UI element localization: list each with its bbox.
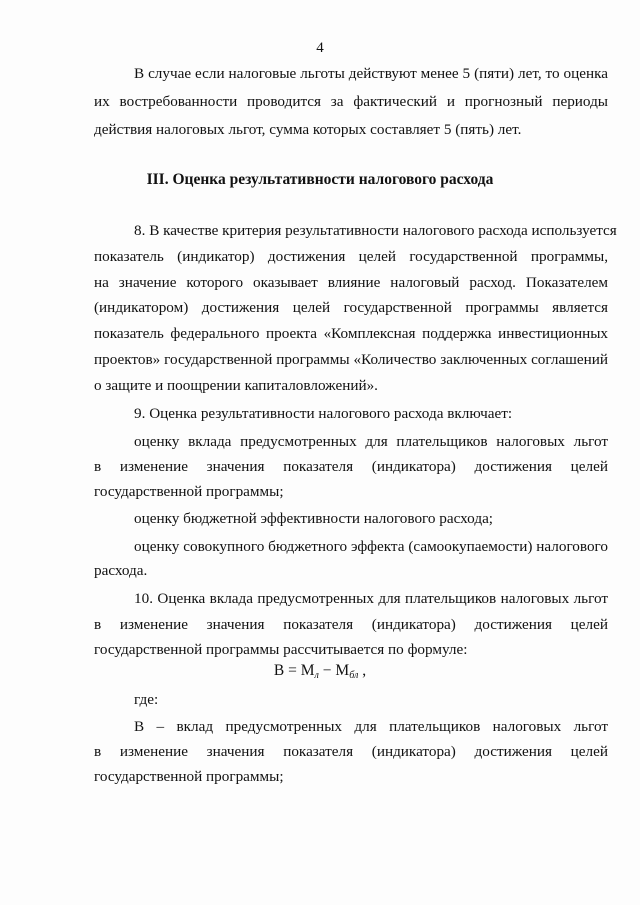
p9-item3-line-1: оценку совокупного бюджетного эффекта (самоокупаемости) налогового xyxy=(134,538,608,555)
p9-item1-line-1: оценку вклада предусмотренных для плательщиков налоговых льгот xyxy=(134,433,608,450)
definition-line-3: государственной программы; xyxy=(94,768,284,785)
page-number: 4 xyxy=(316,40,324,56)
formula-tail: , xyxy=(358,662,367,679)
definition-line-1: В – вклад предусмотренных для плательщиков налоговых льгот xyxy=(134,718,608,735)
definition-line-2: в изменение значения показателя (индикатора) достижения целей xyxy=(94,743,608,760)
where-label: где: xyxy=(134,691,159,708)
p8-line-2: показатель (индикатор) достижения целей государственной программы, xyxy=(94,248,608,265)
p8-line-4: (индикатором) достижения целей государственной программы является xyxy=(94,299,608,316)
formula-mid: − М xyxy=(318,662,350,679)
p8-line-6: проектов» государственной программы «Количество заключенных соглашений xyxy=(94,351,608,368)
p9-line-1: 9. Оценка результативности налогового расхода включает: xyxy=(134,405,513,422)
p10-line-1: 10. Оценка вклада предусмотренных для плательщиков налоговых льгот xyxy=(134,590,608,607)
p9-item3-line-2: расхода. xyxy=(94,562,148,579)
formula-lhs: В = М xyxy=(273,662,315,679)
intro-line-2: их востребованности проводится за фактический и прогнозный периоды xyxy=(94,93,608,110)
p8-line-7: о защите и поощрении капиталовложений». xyxy=(94,377,378,394)
formula-sub-bl: бл xyxy=(349,670,359,681)
p10-line-3: государственной программы рассчитывается по формуле: xyxy=(94,641,468,658)
section-heading: III. Оценка результативности налогового расхода xyxy=(146,171,494,188)
p10-line-2: в изменение значения показателя (индикатора) достижения целей xyxy=(94,616,608,633)
p9-item1-line-3: государственной программы; xyxy=(94,483,284,500)
p9-item1-line-2: в изменение значения показателя (индикатора) достижения целей xyxy=(94,458,608,475)
formula xyxy=(0,662,640,681)
p8-line-5: показатель федерального проекта «Комплексная поддержка инвестиционных xyxy=(94,325,608,342)
p9-item2-line-1: оценку бюджетной эффективности налогового расхода; xyxy=(134,510,494,527)
intro-line-3: действия налоговых льгот, сумма которых составляет 5 (пять) лет. xyxy=(94,121,522,138)
p8-line-1: 8. В качестве критерия результативности налогового расхода используется xyxy=(134,222,617,239)
formula-sub-l: л xyxy=(314,670,319,681)
p8-line-3: на значение которого оказывает влияние налоговый расход. Показателем xyxy=(94,274,608,291)
intro-line-1: В случае если налоговые льготы действуют менее 5 (пяти) лет, то оценка xyxy=(134,65,608,82)
